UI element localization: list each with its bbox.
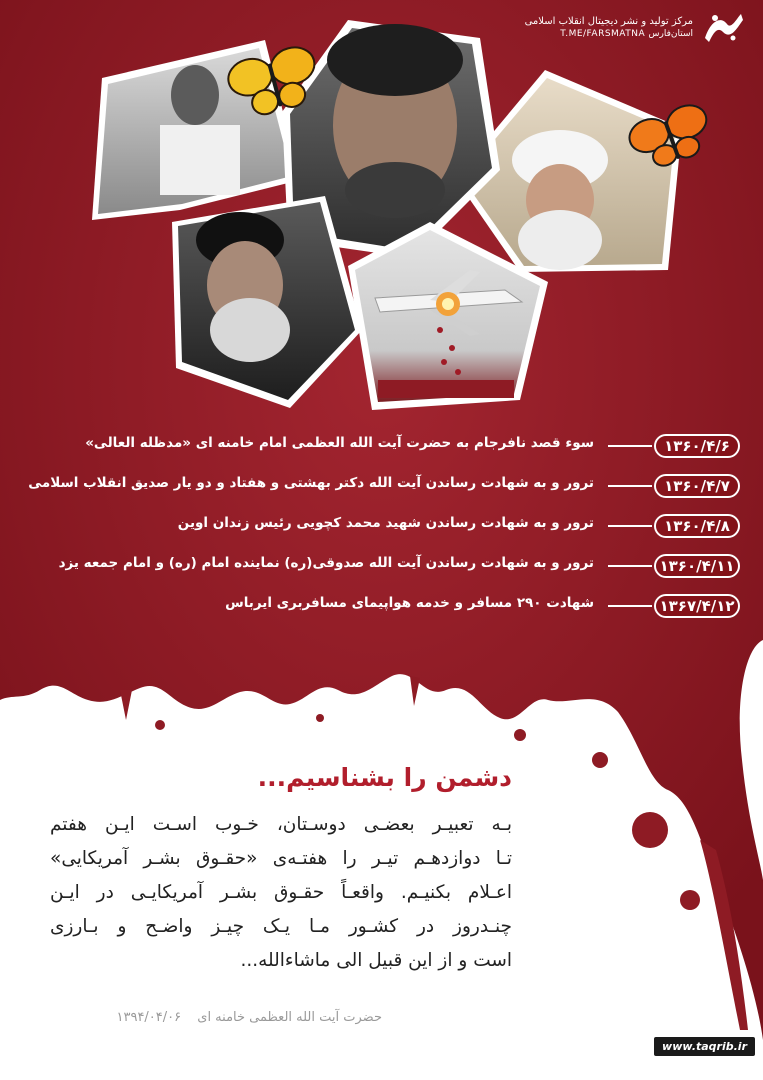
connector-line — [608, 525, 652, 527]
event-date: ۱۳۶۰/۴/۶ — [654, 434, 740, 458]
event-date: ۱۳۶۰/۴/۸ — [654, 514, 740, 538]
quote-line: چنـدروز در کشـور مـا یـک چیـز واضـح و بـارزی — [50, 916, 512, 937]
event-text: شهادت ۲۹۰ مسافر و خدمه هواپیمای مسافربری ایرباس — [225, 595, 594, 611]
connector-line — [608, 485, 652, 487]
quote-line: تـا دوازدهـم تیـر را هفتـه‌ی «حقـوق بشـر آمریکایی» — [50, 848, 512, 869]
quote-line: اعـلام بکنیـم. واقعـاً حقـوق بشـر آمریکایـی در ایـن — [50, 882, 512, 903]
timeline-event — [20, 466, 740, 506]
photo-collage — [0, 0, 763, 420]
timeline-event — [20, 506, 740, 546]
quote-line: بـه تعبیـر بعضـی دوسـتان، خـوب اسـت ایـن هفتم — [50, 814, 512, 835]
attribution-date: ۱۳۹۴/۰۴/۰۶ — [116, 1010, 182, 1025]
logo-block — [525, 10, 745, 46]
event-date: ۱۳۶۰/۴/۱۱ — [654, 554, 740, 578]
site-url-badge[interactable]: www.taqrib.ir — [654, 1037, 755, 1056]
event-timeline — [20, 426, 740, 626]
channel-handle: T.ME/FARSMATNA استان‌فارس — [560, 28, 693, 39]
event-text: ترور و به شهادت رساندن آیت الله صدوقی(ره) نماینده امام (ره) و امام جمعه یزد — [58, 555, 594, 571]
event-text: سوء قصد نافرجام به حضرت آیت الله العظمی امام خامنه ای «مدظله العالی» — [85, 435, 594, 451]
quote-title: دشمن را بشناسیم... — [257, 763, 512, 792]
timeline-event — [20, 546, 740, 586]
event-date: ۱۳۶۰/۴/۷ — [654, 474, 740, 498]
timeline-event — [20, 586, 740, 626]
logo-text — [525, 16, 693, 40]
quote-line: است و از این قبیل الی ماشاءالله... — [240, 950, 512, 971]
quote-attribution — [62, 1010, 382, 1025]
event-date: ۱۳۶۷/۴/۱۲ — [654, 594, 740, 618]
quote-block — [50, 763, 512, 978]
connector-line — [608, 445, 652, 447]
attribution-name: حضرت آیت الله العظمی خامنه ای — [197, 1010, 382, 1025]
logo-mark-icon — [701, 10, 745, 46]
timeline-event — [20, 426, 740, 466]
event-text: ترور و به شهادت رساندن آیت الله دکتر بهشتی و هفتاد و دو یار صدیق انقلاب اسلامی — [28, 475, 594, 491]
org-name: مرکز تولید و نشر دیجیتال انقلاب اسلامی — [524, 16, 693, 28]
portrait-turbaned-cleric — [172, 196, 362, 408]
connector-line — [608, 605, 652, 607]
connector-line — [608, 565, 652, 567]
event-text: ترور و به شهادت رساندن شهید محمد کچویی رئیس زندان اوین — [177, 515, 594, 531]
